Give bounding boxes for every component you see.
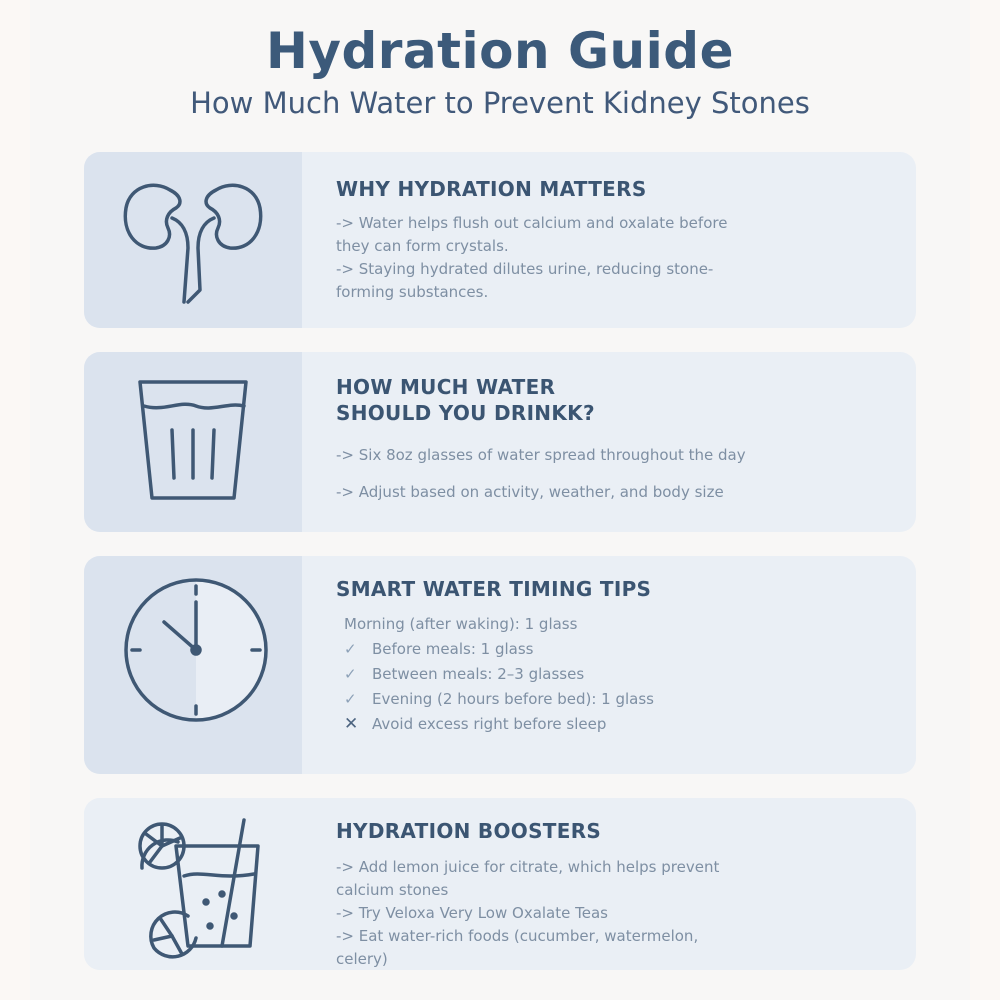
card-text-line: forming substances.: [336, 283, 489, 301]
card-heading: WHY HYDRATION MATTERS: [336, 177, 647, 201]
kidney-icon: [84, 152, 302, 328]
check-icon: ✓: [344, 665, 357, 683]
water-glass-icon: [84, 352, 302, 532]
clock-icon: [84, 556, 302, 774]
card-text-line: -> Eat water-rich foods (cucumber, watermelon,: [336, 927, 699, 945]
card-heading: HYDRATION BOOSTERS: [336, 819, 602, 843]
card-text-line: -> Six 8oz glasses of water spread throughout the day: [336, 446, 746, 464]
timing-tip: [344, 637, 876, 662]
timing-tip: [344, 687, 876, 712]
card-text-line: -> Staying hydrated dilutes urine, reducing stone-: [336, 260, 714, 278]
icon-panel: [84, 798, 302, 970]
card-text-line: calcium stones: [336, 881, 449, 899]
card-hydration-boosters: [84, 798, 916, 970]
icon-panel: [84, 556, 302, 774]
timing-tip: [344, 612, 876, 637]
check-icon: ✓: [344, 690, 357, 708]
tip-text: Evening (2 hours before bed): 1 glass: [372, 690, 654, 708]
tip-text: Between meals: 2–3 glasses: [372, 665, 585, 683]
page-title: Hydration Guide: [266, 22, 734, 80]
card-heading: SMART WATER TIMING TIPS: [336, 577, 652, 601]
card-text-line: celery): [336, 950, 388, 968]
card-text-line: -> Try Veloxa Very Low Oxalate Teas: [336, 904, 608, 922]
tip-text: Morning (after waking): 1 glass: [344, 615, 578, 633]
cross-icon: ✕: [344, 714, 359, 734]
card-text-line: -> Adjust based on activity, weather, and body size: [336, 483, 724, 501]
check-icon: ✓: [344, 640, 357, 658]
card-text-line: they can form crystals.: [336, 237, 509, 255]
icon-panel: [84, 352, 302, 532]
timing-tip: [344, 662, 876, 687]
card-heading-line: HOW MUCH WATER: [336, 375, 556, 399]
tip-text: Before meals: 1 glass: [372, 640, 534, 658]
card-text-line: -> Water helps flush out calcium and oxalate before: [336, 214, 728, 232]
timing-tip: [344, 712, 876, 737]
icon-panel: [84, 152, 302, 328]
card-how-much-water: [84, 352, 916, 532]
page-subtitle: How Much Water to Prevent Kidney Stones: [190, 86, 810, 120]
card-text-line: -> Add lemon juice for citrate, which helps prevent: [336, 858, 720, 876]
tip-text: Avoid excess right before sleep: [372, 715, 607, 733]
lemon-drink-icon: [84, 798, 302, 970]
card-heading-line: SHOULD YOU DRINKK?: [336, 401, 595, 425]
card-timing-tips: [84, 556, 916, 774]
card-why-hydration: [84, 152, 916, 328]
